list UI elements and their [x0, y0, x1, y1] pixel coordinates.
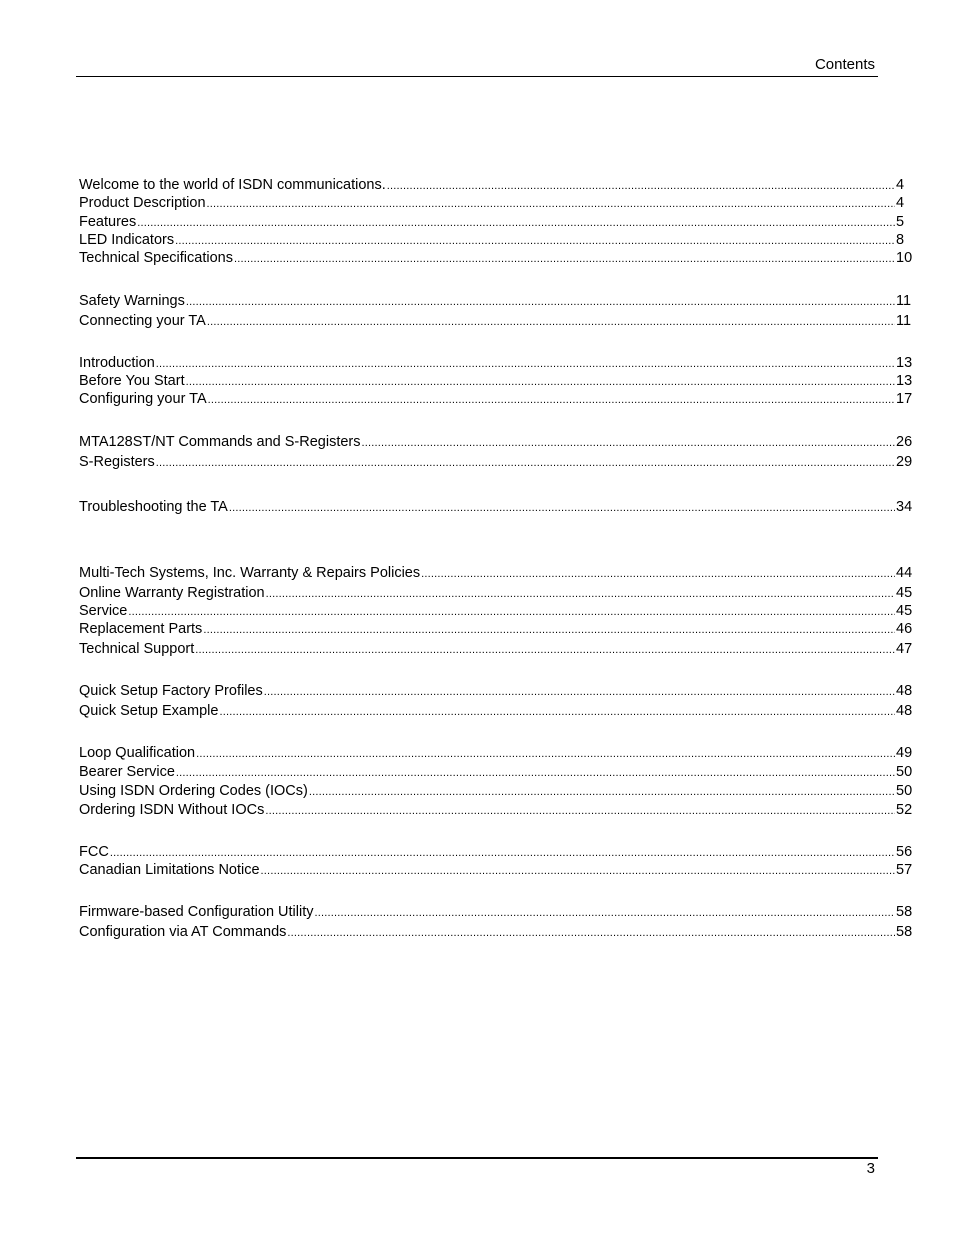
toc-entry[interactable]: [79, 498, 914, 516]
toc-dot-leader: [421, 565, 895, 583]
toc-dot-leader: [362, 434, 895, 452]
toc-entry[interactable]: [79, 903, 914, 921]
footer-page-number: 3: [866, 1160, 875, 1177]
toc-entry-label: Connecting your TA: [79, 313, 206, 329]
toc-entry-page: 47: [896, 641, 913, 657]
toc-dot-leader: [309, 783, 895, 801]
toc-entry-page: 11: [896, 313, 912, 329]
toc-dot-leader: [203, 621, 895, 639]
toc-entry-label: Configuring your TA: [79, 391, 207, 407]
toc-dot-leader: [195, 641, 895, 659]
toc-dot-leader: [315, 904, 896, 922]
toc-entry-label: Using ISDN Ordering Codes (IOCs): [79, 783, 308, 799]
toc-dot-leader: [156, 355, 895, 373]
toc-dot-leader: [266, 585, 895, 603]
toc-entry-label: Configuration via AT Commands: [79, 924, 287, 940]
toc-entry[interactable]: [79, 249, 914, 267]
toc-entry[interactable]: [79, 763, 914, 781]
toc-dot-leader: [265, 802, 895, 820]
toc-dot-leader: [156, 454, 895, 472]
toc-dot-leader: [186, 373, 895, 391]
toc-entry-page: 29: [896, 454, 913, 470]
toc-entry-page: 58: [896, 904, 913, 920]
toc-entry-page: 56: [896, 844, 913, 860]
toc-entry-page: 34: [896, 499, 913, 515]
toc-entry-label: Technical Specifications: [79, 250, 233, 266]
toc-entry-page: 8: [896, 232, 905, 248]
toc-entry[interactable]: [79, 453, 914, 471]
toc-entry-page: 11: [896, 293, 912, 309]
toc-entry-label: Ordering ISDN Without IOCs: [79, 802, 265, 818]
toc-entry[interactable]: [79, 801, 914, 819]
toc-entry-label: Replacement Parts: [79, 621, 203, 637]
toc-dot-leader: [287, 924, 895, 942]
toc-entry-label: Troubleshooting the TA: [79, 499, 228, 515]
toc-entry-page: 50: [896, 783, 913, 799]
toc-dot-leader: [196, 745, 895, 763]
toc-entry[interactable]: [79, 923, 914, 941]
toc-entry[interactable]: [79, 620, 914, 638]
toc-entry-page: 5: [896, 214, 905, 230]
toc-entry-label: LED Indicators: [79, 232, 175, 248]
toc-entry-page: 4: [896, 177, 905, 193]
toc-dot-leader: [229, 499, 895, 517]
toc-dot-leader: [207, 313, 895, 331]
toc-entry-label: Bearer Service: [79, 764, 175, 780]
toc-entry-label: Quick Setup Example: [79, 703, 219, 719]
toc-entry-page: 13: [896, 373, 913, 389]
toc-dot-leader: [137, 214, 895, 232]
toc-entry-page: 17: [896, 391, 913, 407]
toc-entry[interactable]: [79, 564, 914, 582]
toc-entry-page: 26: [896, 434, 913, 450]
toc-entry[interactable]: [79, 292, 914, 310]
toc-entry-label: Before You Start: [79, 373, 185, 389]
toc-entry[interactable]: [79, 390, 914, 408]
footer-rule: [76, 1157, 878, 1159]
toc-dot-leader: [176, 764, 895, 782]
toc-entry[interactable]: [79, 640, 914, 658]
toc-entry-label: MTA128ST/NT Commands and S-Registers: [79, 434, 361, 450]
toc-dot-leader: [128, 603, 895, 621]
toc-entry-label: S-Registers: [79, 454, 155, 470]
toc-entry-page: 10: [896, 250, 913, 266]
toc-entry-label: Welcome to the world of ISDN communications.: [79, 177, 386, 193]
toc-entry-page: 46: [896, 621, 913, 637]
toc-dot-leader: [264, 683, 895, 701]
toc-entry-label: Quick Setup Factory Profiles: [79, 683, 263, 699]
toc-entry-page: 50: [896, 764, 913, 780]
header-title: Contents: [814, 56, 875, 73]
toc-dot-leader: [387, 177, 895, 195]
toc-entry-label: Online Warranty Registration: [79, 585, 265, 601]
toc-entry-page: 48: [896, 703, 913, 719]
toc-entry[interactable]: [79, 433, 914, 451]
toc-dot-leader: [175, 232, 895, 250]
toc-entry[interactable]: [79, 354, 914, 372]
toc-dot-leader: [261, 862, 895, 880]
toc-entry-page: 13: [896, 355, 913, 371]
toc-dot-leader: [234, 250, 895, 268]
toc-entry[interactable]: [79, 602, 914, 620]
toc-entry[interactable]: [79, 843, 914, 861]
toc-dot-leader: [186, 293, 895, 311]
toc-entry-page: 4: [896, 195, 905, 211]
toc-entry-page: 44: [896, 565, 913, 581]
toc-dot-leader: [110, 844, 895, 862]
toc-entry-label: Features: [79, 214, 137, 230]
toc-entry[interactable]: [79, 744, 914, 762]
toc-entry-label: Multi-Tech Systems, Inc. Warranty & Repairs Policies: [79, 565, 421, 581]
toc-entry-label: Product Description: [79, 195, 206, 211]
header-rule: [76, 76, 878, 77]
toc-entry[interactable]: [79, 702, 914, 720]
toc-dot-leader: [219, 703, 895, 721]
toc-entry[interactable]: [79, 584, 914, 602]
toc-entry-page: 52: [896, 802, 913, 818]
toc-entry[interactable]: [79, 782, 914, 800]
toc-entry[interactable]: [79, 194, 914, 212]
toc-entry-page: 48: [896, 683, 913, 699]
toc-entry-page: 58: [896, 924, 913, 940]
toc-entry-label: Safety Warnings: [79, 293, 185, 309]
toc-dot-leader: [207, 195, 895, 213]
toc-dot-leader: [208, 391, 895, 409]
toc-entry[interactable]: [79, 312, 914, 330]
toc-entry-label: FCC: [79, 844, 109, 860]
toc-entry-page: 49: [896, 745, 913, 761]
toc-entry-label: Service: [79, 603, 128, 619]
toc-entry-label: Introduction: [79, 355, 155, 371]
toc-entry[interactable]: [79, 231, 914, 249]
toc-entry[interactable]: [79, 213, 914, 231]
toc-entry-label: Loop Qualification: [79, 745, 196, 761]
toc-entry[interactable]: [79, 372, 914, 390]
toc-entry[interactable]: [79, 861, 914, 879]
toc-entry-page: 57: [896, 862, 913, 878]
toc-entry[interactable]: [79, 176, 914, 194]
toc-entry-label: Firmware-based Configuration Utility: [79, 904, 314, 920]
toc-entry-label: Canadian Limitations Notice: [79, 862, 260, 878]
toc-entry-page: 45: [896, 603, 913, 619]
toc-entry[interactable]: [79, 682, 914, 700]
toc-entry-page: 45: [896, 585, 913, 601]
toc-entry-label: Technical Support: [79, 641, 195, 657]
